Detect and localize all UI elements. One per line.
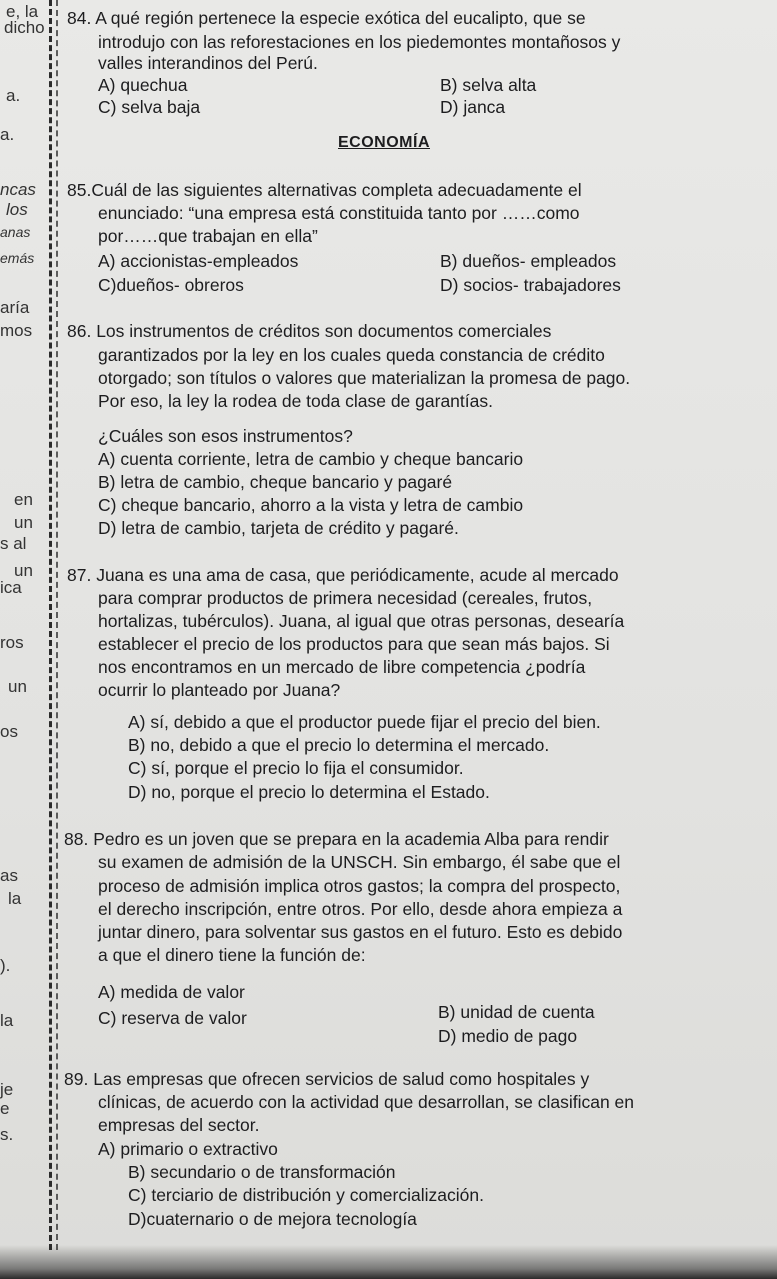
page-bottom-shadow [0,1245,777,1279]
q86-line-4: Por eso, la ley la rodea de toda clase de garantías. [98,391,493,411]
margin-fragment: un [14,561,33,580]
margin-fragment: la [8,889,22,908]
q86-line-2: garantizados por la ley en los cuales queda constancia de crédito [98,345,605,365]
q86-question: ¿Cuáles son esos instrumentos? [98,426,353,446]
q86-line-1: 86. Los instrumentos de créditos son documentos comerciales [67,321,552,341]
margin-fragment: os [0,722,18,741]
margin-fragment: emás [0,250,35,266]
q88-option-a: A) medida de valor [98,982,245,1002]
margin-fragment: dicho [4,18,45,37]
q88-line-2: su examen de admisión de la UNSCH. Sin embargo, él sabe que el [98,852,621,872]
q89-line-3: empresas del sector. [98,1115,260,1135]
q88-line-1: 88. Pedro es un joven que se prepara en la academia Alba para rendir [64,829,609,849]
q88-option-b: B) unidad de cuenta [438,1002,595,1022]
margin-fragment: mos [0,321,33,340]
q87-line-4: establecer el precio de los productos para que sean más bajos. Si [98,634,610,654]
q86-option-a: A) cuenta corriente, letra de cambio y cheque bancario [98,449,524,469]
q88-option-c: C) reserva de valor [98,1008,247,1028]
margin-fragment: ncas [0,180,36,199]
q87-line-1: 87. Juana es una ama de casa, que periódicamente, acude al mercado [67,565,619,585]
q87-option-c: C) sí, porque el precio lo fija el consumidor. [128,758,464,778]
q84-option-b: B) selva alta [440,75,537,95]
section-title-economia: ECONOMÍA [338,134,430,151]
q85-option-c: C)dueños- obreros [98,275,244,295]
margin-fragment: ). [0,956,11,975]
margin-fragment: aría [0,298,30,317]
q88-line-4: el derecho inscripción, entre otros. Por ello, desde ahora empieza a [98,899,623,919]
q85-option-b: B) dueños- empleados [440,251,617,271]
margin-fragment: as [0,866,18,885]
q84-option-d: D) janca [440,97,506,117]
q84-line-3: valles interandinos del Perú. [98,53,318,73]
dashed-margin-line-inner [56,0,58,1250]
margin-fragment: e, la [6,2,39,21]
q85-line-3: por……que trabajan en ella” [98,226,318,246]
q87-option-b: B) no, debido a que el precio lo determina el mercado. [128,735,550,755]
q86-option-d: D) letra de cambio, tarjeta de crédito y pagaré. [98,518,459,538]
margin-fragment: a. [0,125,15,144]
q89-option-d: D)cuaternario o de mejora tecnología [128,1209,417,1229]
q88-line-5: juntar dinero, para solventar sus gastos en el futuro. Esto es debido [98,922,623,942]
q89-line-1: 89. Las empresas que ofrecen servicios de salud como hospitales y [64,1069,590,1089]
q84-option-c: C) selva baja [98,97,201,117]
q85-line-2: enunciado: “una empresa está constituida tanto por ……como [98,203,580,223]
margin-fragment: s al [0,534,27,553]
dashed-margin-line [49,0,52,1250]
q89-option-b: B) secundario o de transformación [128,1162,396,1182]
q84-line-1: 84. A qué región pertenece la especie exótica del eucalipto, que se [67,8,586,28]
margin-fragment: e [0,1099,10,1118]
q86-option-b: B) letra de cambio, cheque bancario y pagaré [98,472,453,492]
margin-fragment: en [14,490,33,509]
q88-line-3: proceso de admisión implica otros gastos; la compra del prospecto, [98,876,621,896]
q87-option-a: A) sí, debido a que el productor puede fijar el precio del bien. [128,712,601,732]
margin-fragment: anas [0,224,31,240]
q88-line-6: a que el dinero tiene la función de: [98,945,366,965]
q85-line-1: 85.Cuál de las siguientes alternativas completa adecuadamente el [67,180,582,200]
q87-line-3: hortalizas, tubérculos). Juana, al igual que otras personas, desearía [98,611,625,631]
q89-option-c: C) terciario de distribución y comercialización. [128,1185,484,1205]
q86-line-3: otorgado; son títulos o valores que materializan la promesa de pago. [98,368,631,388]
q89-line-2: clínicas, de acuerdo con la actividad que desarrollan, se clasifican en [98,1092,635,1112]
q85-option-a: A) accionistas-empleados [98,251,299,271]
margin-fragment: ica [0,578,22,597]
margin-fragment: ros [0,633,24,652]
q89-option-a: A) primario o extractivo [98,1139,278,1159]
q84-line-2: introdujo con las reforestaciones en los piedemontes montañosos y [98,32,621,52]
q87-line-6: ocurrir lo planteado por Juana? [98,680,341,700]
q87-line-2: para comprar productos de primera necesidad (cereales, frutos, [98,588,593,608]
q85-option-d: D) socios- trabajadores [440,275,621,295]
margin-fragment: la [0,1011,14,1030]
q86-option-c: C) cheque bancario, ahorro a la vista y letra de cambio [98,495,524,515]
margin-fragment: un [14,513,33,532]
margin-fragment: los [6,200,28,219]
margin-fragment: a. [6,86,21,105]
margin-fragment: je [0,1080,14,1099]
q84-option-a: A) quechua [98,75,188,95]
margin-fragment: s. [0,1125,14,1144]
margin-fragment: un [8,677,27,696]
q87-option-d: D) no, porque el precio lo determina el Estado. [128,782,490,802]
q87-line-5: nos encontramos en un mercado de libre competencia ¿podría [98,657,586,677]
q88-option-d: D) medio de pago [438,1026,578,1046]
